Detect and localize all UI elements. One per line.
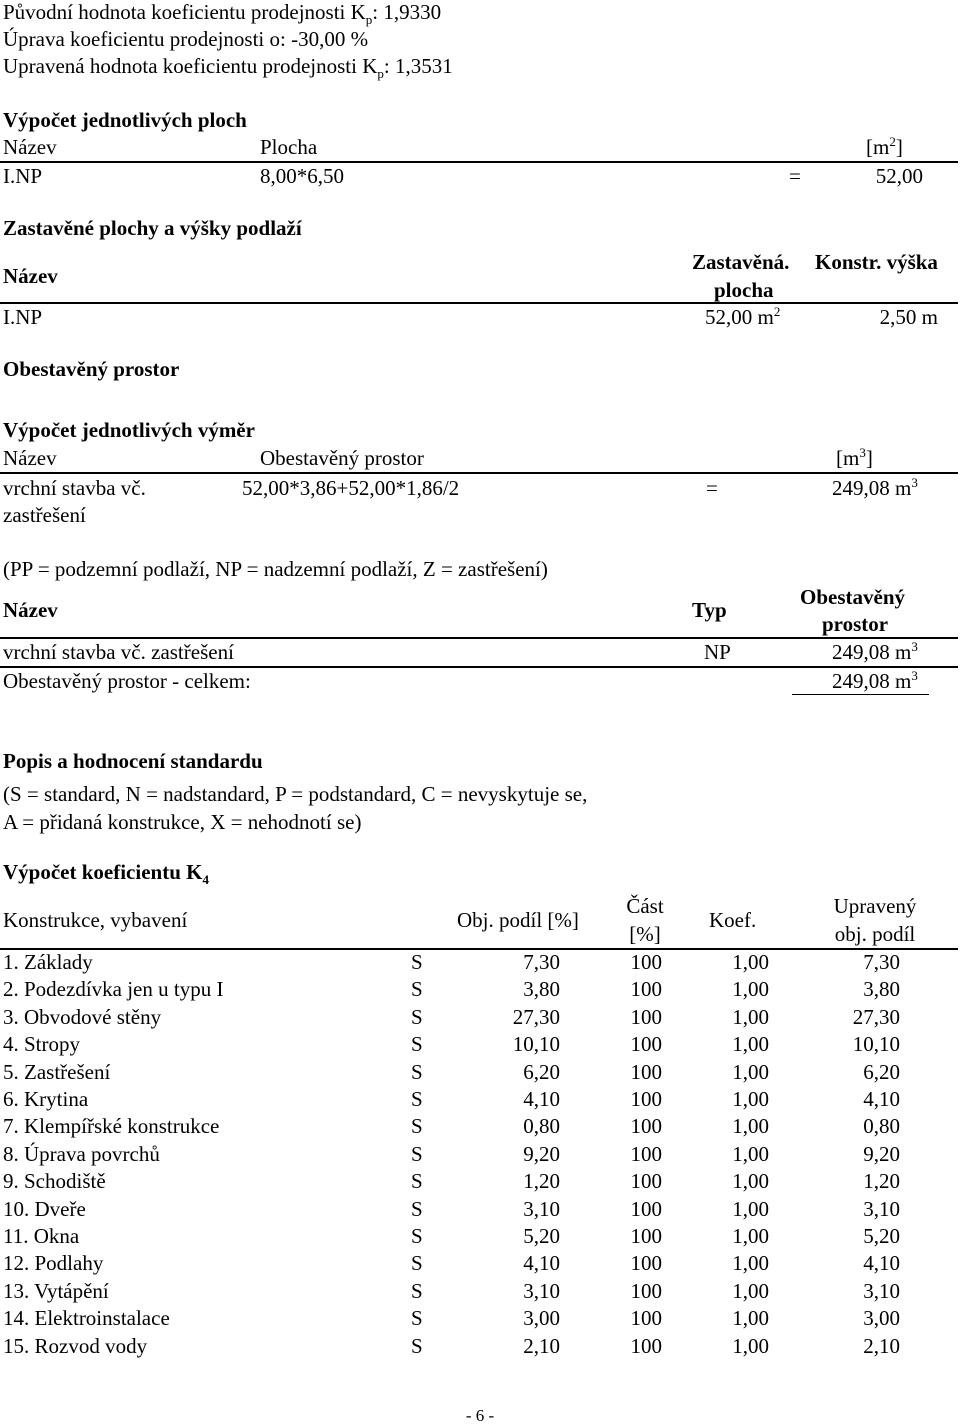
k4-cell-obj: 6,20 [523, 1059, 560, 1084]
k4-cell-standard: S [411, 1224, 423, 1248]
k4-cell-standard: S [411, 1251, 423, 1276]
k4-col-upr-2: obj. podíl [834, 922, 916, 946]
k4-cell-koef: 1,00 [732, 1004, 769, 1029]
k4-cell-obj: 3,10 [523, 1196, 560, 1221]
k4-cell-obj: 9,20 [523, 1141, 560, 1166]
k4-cell-koef: 1,00 [732, 1169, 769, 1194]
k4-cell-name: 7. Klempířské konstrukce [3, 1114, 220, 1139]
k4-cell-cast: 100 [630, 1032, 662, 1057]
k4-cell-cast: 100 [630, 1004, 662, 1029]
k4-cell-name: 13. Vytápění [3, 1278, 109, 1303]
k4-cell-cast: 100 [630, 1333, 662, 1358]
summary-row-name: vrchní stavba vč. zastřešení [3, 640, 234, 664]
k4-cell-cast: 100 [630, 1224, 662, 1248]
k4-cell-koef: 1,00 [732, 1114, 769, 1139]
built-up-row-name: I.NP [3, 305, 43, 329]
k4-cell-koef: 1,00 [732, 1251, 769, 1276]
k4-cell-standard: S [411, 1306, 423, 1331]
built-up-col-name: Název [3, 264, 58, 288]
k4-col-cast-2: [%] [629, 922, 661, 946]
summary-col-prostor-1: Obestavěný [800, 585, 905, 609]
areas-col-name: Název [3, 135, 57, 159]
k4-cell-upr: 27,30 [852, 1004, 900, 1029]
built-up-header-rule [0, 302, 958, 304]
standard-legend-line-1: (S = standard, N = nadstandard, P = podstandard, C = nevyskytuje se, [3, 782, 588, 806]
k4-cell-upr: 9,20 [863, 1141, 900, 1166]
k4-cell-obj: 3,80 [523, 977, 560, 1002]
volumes-header-rule [0, 472, 958, 474]
k4-cell-obj: 27,30 [512, 1004, 560, 1029]
areas-row-value: 52,00 [875, 164, 923, 188]
k4-cell-obj: 3,00 [523, 1306, 560, 1331]
k4-col-koef: Koef. [709, 908, 757, 932]
k4-cell-cast: 100 [630, 1278, 662, 1303]
k4-cell-koef: 1,00 [732, 1141, 769, 1166]
adjusted-coefficient-line: Upravená hodnota koeficientu prodejnosti $K_p$: 1,3531 [3, 54, 453, 82]
k4-cell-cast: 100 [630, 1251, 662, 1276]
k4-cell-koef: 1,00 [732, 1059, 769, 1084]
summary-header-rule [0, 637, 958, 639]
built-up-section-title: Zastavěné plochy a výšky podlaží [3, 216, 302, 240]
volumes-row-formula: 52,00*3,86+52,00*1,86/2 [242, 476, 460, 500]
k4-cell-upr: 5,20 [863, 1224, 900, 1248]
k4-cell-standard: S [411, 1087, 423, 1111]
k4-cell-name: 14. Elektroinstalace [3, 1306, 170, 1331]
k4-cell-upr: 1,20 [863, 1169, 900, 1194]
summary-row-type: NP [704, 640, 731, 664]
volumes-row-value: 249,08 $m^3$ [832, 475, 918, 500]
k4-cell-koef: 1,00 [732, 1333, 769, 1358]
k4-cell-upr: 2,10 [863, 1333, 900, 1358]
floor-legend-note: (PP = podzemní podlaží, NP = nadzemní podlaží, Z = zastřešení) [3, 557, 548, 581]
k4-cell-koef: 1,00 [732, 1087, 769, 1111]
k4-cell-upr: 6,20 [863, 1059, 900, 1084]
k4-cell-name: 2. Podezdívka jen u typu I [3, 977, 224, 1002]
summary-total-underline [792, 694, 929, 695]
k4-cell-standard: S [411, 1196, 423, 1221]
k4-cell-upr: 3,80 [863, 977, 900, 1002]
k4-cell-obj: 7,30 [523, 950, 560, 974]
k4-cell-koef: 1,00 [732, 1306, 769, 1331]
k4-cell-cast: 100 [630, 1196, 662, 1221]
k4-cell-obj: 3,10 [523, 1278, 560, 1303]
k4-cell-name: 12. Podlahy [3, 1251, 104, 1276]
k4-cell-upr: 7,30 [863, 950, 900, 974]
k4-cell-name: 3. Obvodové stěny [3, 1004, 162, 1029]
coefficient-adjustment-line: Úprava koeficientu prodejnosti o: -30,00 % [3, 27, 369, 51]
summary-col-name: Název [3, 598, 58, 622]
volumes-row-name-2: zastřešení [3, 503, 86, 527]
summary-row-value: 249,08 $m^3$ [832, 639, 918, 664]
areas-header-rule [0, 161, 958, 163]
k4-cell-standard: S [411, 977, 423, 1002]
k4-cell-obj: 5,20 [523, 1224, 560, 1248]
k4-cell-koef: 1,00 [732, 977, 769, 1002]
volumes-col-prostor: Obestavěný prostor [260, 446, 424, 470]
k4-cell-standard: S [411, 1141, 423, 1166]
k4-cell-upr: 4,10 [863, 1251, 900, 1276]
volumes-col-name: Název [3, 446, 57, 470]
k4-cell-koef: 1,00 [732, 1278, 769, 1303]
k4-section-title: Výpočet koeficientu $K_4$ [3, 860, 209, 888]
summary-col-type: Typ [692, 598, 727, 622]
volumes-col-unit: $[m^3]$ [836, 445, 873, 470]
k4-cell-upr: 0,80 [863, 1114, 900, 1139]
k4-cell-cast: 100 [630, 977, 662, 1002]
volumes-row-name-1: vrchní stavba vč. [3, 476, 146, 500]
areas-row-formula: 8,00*6,50 [260, 164, 344, 188]
areas-col-plocha: Plocha [260, 135, 318, 159]
k4-cell-upr: 10,10 [852, 1032, 900, 1057]
k4-cell-name: 9. Schodiště [3, 1169, 106, 1194]
volumes-section-title: Výpočet jednotlivých výměr [3, 418, 255, 442]
built-up-row-area: 52,00 $m^2$ [705, 304, 781, 329]
k4-cell-name: 8. Úprava povrchů [3, 1141, 160, 1166]
summary-col-prostor-2: prostor [822, 612, 889, 636]
areas-row-name: I.NP [3, 164, 43, 188]
areas-col-unit: $[m^2]$ [866, 134, 903, 159]
enclosed-space-title: Obestavěný prostor [3, 357, 180, 381]
k4-cell-cast: 100 [630, 1087, 662, 1111]
summary-total-label: Obestavěný prostor - celkem: [3, 669, 251, 693]
k4-cell-cast: 100 [630, 1306, 662, 1331]
k4-cell-name: 6. Krytina [3, 1087, 89, 1111]
k4-cell-cast: 100 [630, 1169, 662, 1194]
standard-section-title: Popis a hodnocení standardu [3, 749, 263, 773]
k4-cell-standard: S [411, 1169, 423, 1194]
volumes-row-equals: = [706, 476, 718, 500]
k4-cell-name: 1. Základy [3, 950, 93, 974]
k4-col-obj: Obj. podíl [%] [457, 908, 579, 932]
k4-cell-koef: 1,00 [732, 1196, 769, 1221]
k4-cell-cast: 100 [630, 1114, 662, 1139]
page-number: - 6 - [465, 1406, 495, 1425]
k4-cell-name: 15. Rozvod vody [3, 1333, 148, 1358]
k4-cell-standard: S [411, 1114, 423, 1139]
k4-cell-cast: 100 [630, 1141, 662, 1166]
k4-cell-name: 5. Zastřešení [3, 1059, 111, 1084]
k4-cell-standard: S [411, 1032, 423, 1057]
k4-cell-upr: 3,00 [863, 1306, 900, 1331]
k4-col-konstrukce: Konstrukce, vybavení [3, 908, 188, 932]
built-up-col-height: Konstr. výška [815, 250, 938, 274]
k4-cell-name: 4. Stropy [3, 1032, 81, 1057]
k4-cell-standard: S [411, 1059, 423, 1084]
k4-cell-name: 10. Dveře [3, 1196, 86, 1221]
summary-total-value: 249,08 $m^3$ [832, 668, 918, 693]
k4-cell-standard: S [411, 1278, 423, 1303]
k4-cell-obj: 4,10 [523, 1087, 560, 1111]
summary-total-rule [0, 666, 958, 668]
k4-cell-standard: S [411, 1004, 423, 1029]
k4-cell-obj: 10,10 [512, 1032, 560, 1057]
k4-cell-koef: 1,00 [732, 1224, 769, 1248]
k4-cell-name: 11. Okna [3, 1224, 80, 1248]
k4-col-cast-1: Část [626, 894, 664, 918]
k4-cell-cast: 100 [630, 1059, 662, 1084]
k4-cell-upr: 3,10 [863, 1278, 900, 1303]
k4-cell-upr: 4,10 [863, 1087, 900, 1111]
built-up-col-area-2: plocha [714, 278, 774, 302]
k4-cell-obj: 2,10 [523, 1333, 560, 1358]
k4-cell-koef: 1,00 [732, 950, 769, 974]
k4-cell-obj: 0,80 [523, 1114, 560, 1139]
standard-legend-line-2: A = přidaná konstrukce, X = nehodnotí se) [3, 810, 362, 834]
k4-cell-standard: S [411, 1333, 423, 1358]
k4-cell-upr: 3,10 [863, 1196, 900, 1221]
k4-cell-koef: 1,00 [732, 1032, 769, 1057]
k4-cell-cast: 100 [630, 950, 662, 974]
k4-cell-standard: S [411, 950, 423, 974]
k4-cell-obj: 1,20 [523, 1169, 560, 1194]
areas-row-equals: = [789, 164, 801, 188]
built-up-col-area-1: Zastavěná. [692, 250, 790, 274]
k4-col-upr-1: Upravený [833, 894, 917, 918]
areas-section-title: Výpočet jednotlivých ploch [3, 108, 247, 132]
k4-cell-obj: 4,10 [523, 1251, 560, 1276]
original-coefficient-line: Původní hodnota koeficientu prodejnosti $K_p$: 1,9330 [3, 0, 442, 28]
built-up-row-height: 2,50 m [879, 305, 938, 329]
